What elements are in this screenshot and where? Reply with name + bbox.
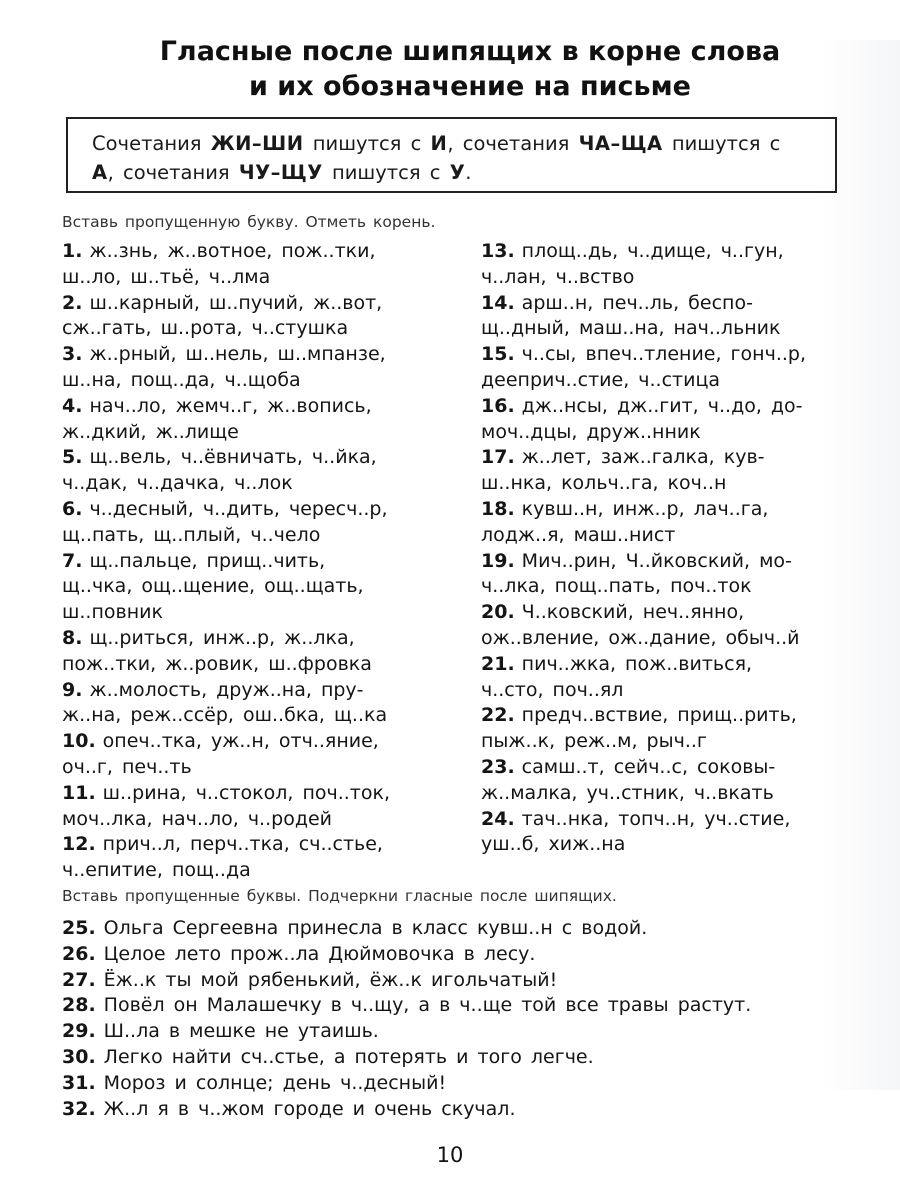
- item-text: ш..карный, ш..пучий, ж..вот,: [89, 291, 383, 314]
- item-number: 16.: [481, 394, 515, 417]
- item-text: ч..сто, поч..ял: [481, 678, 624, 701]
- item-text: щ..пать, щ..плый, ч..чело: [62, 523, 321, 546]
- item-number: 22.: [481, 704, 515, 727]
- item-number: 6.: [62, 497, 83, 520]
- item-text: щ..дный, маш..на, нач..льник: [481, 317, 781, 340]
- item-text: ч..епитие, пощ..да: [62, 859, 251, 882]
- item-number: 13.: [481, 240, 515, 262]
- item-number: 7.: [62, 549, 83, 572]
- exercise-item: [481, 291, 861, 343]
- exercise-item: [481, 445, 861, 497]
- item-number: 19.: [481, 549, 515, 572]
- rule-highlight: У: [449, 161, 466, 184]
- item-text: оч..г, печ..ть: [62, 755, 192, 778]
- title-line-1: Гласные после шипящих в корне слова: [159, 36, 781, 67]
- exercise-item-line: [62, 316, 452, 342]
- exercise-item-line: [62, 368, 452, 394]
- exercise-item: [62, 342, 452, 394]
- exercise-item: [481, 600, 861, 652]
- item-text: ж..молость, друж..на, пру-: [89, 678, 364, 701]
- sentence-item: [62, 1045, 862, 1071]
- exercise-2-instruction: Вставь пропущенные буквы. Подчеркни гласные после шипящих.: [62, 887, 617, 905]
- exercise-item-line: [62, 729, 452, 755]
- item-text: кувш..н, инж..р, лач..га,: [521, 497, 769, 520]
- item-number: 17.: [481, 446, 515, 469]
- sentence-item: [62, 1097, 862, 1123]
- item-number: 10.: [62, 730, 96, 753]
- exercise-item-line: [481, 678, 861, 704]
- exercise-item-line: [481, 368, 861, 394]
- exercise-item-line: [62, 652, 452, 678]
- item-number: 14.: [481, 291, 515, 314]
- exercise-item-line: [481, 523, 861, 549]
- item-number: 24.: [481, 807, 515, 830]
- exercise-item-line: [481, 755, 861, 781]
- item-number: 25.: [62, 917, 96, 939]
- rule-text: .: [465, 161, 472, 184]
- item-text: щ..чка, ощ..щение, ощ..щать,: [62, 575, 364, 598]
- exercise-item-line: [62, 678, 452, 704]
- rule-text: Сочетания: [92, 132, 211, 155]
- item-text: ш..нка, кольч..га, коч..н: [481, 472, 727, 495]
- item-number: 9.: [62, 678, 83, 701]
- sentence-text: Легко найти сч..стье, а потерять и того легче.: [103, 1045, 594, 1068]
- exercise-item-line: [481, 291, 861, 317]
- sentence-text: Ш..ла в мешке не утаишь.: [103, 1020, 379, 1043]
- exercise-item: [62, 781, 452, 833]
- exercise-item-line: [481, 394, 861, 420]
- item-text: пыж..к, реж..м, рыч..г: [481, 730, 707, 753]
- item-text: площ..дь, ч..дище, ч..гун,: [521, 240, 784, 262]
- item-text: ж..знь, ж..вотное, пож..тки,: [89, 240, 376, 262]
- exercise-item: [481, 394, 861, 446]
- exercise-item: [62, 549, 452, 626]
- page-number: 10: [436, 1143, 464, 1167]
- item-text: Мич..рин, Ч..йковский, мо-: [521, 549, 792, 572]
- item-number: 29.: [62, 1020, 96, 1043]
- item-number: 31.: [62, 1071, 96, 1094]
- exercise-column-right: [481, 239, 861, 858]
- exercise-item-line: [481, 781, 861, 807]
- exercise-item-line: [481, 316, 861, 342]
- exercise-item-line: [481, 574, 861, 600]
- item-text: ч..лка, пощ..пать, поч..ток: [481, 575, 752, 598]
- exercise-item: [481, 807, 861, 859]
- sentence-text: Ольга Сергеевна принесла в класс кувш..н с водой.: [103, 917, 648, 939]
- item-number: 4.: [62, 394, 83, 417]
- exercise-column-left: [62, 239, 452, 884]
- rule-highlight: И: [430, 132, 448, 155]
- rule-highlight: А: [92, 161, 108, 184]
- title-line-2: и их обозначение на письме: [248, 71, 691, 102]
- exercise-item: [62, 729, 452, 781]
- item-text: ож..вление, ож..дание, обыч..й: [481, 626, 800, 649]
- exercise-item-line: [62, 626, 452, 652]
- item-text: пич..жка, пож..виться,: [521, 652, 753, 675]
- item-number: 20.: [481, 601, 515, 624]
- exercise-item: [62, 239, 452, 291]
- rule-text: , сочетания: [107, 161, 239, 184]
- sentence-item: [62, 916, 862, 942]
- item-number: 12.: [62, 833, 96, 856]
- exercise-1-instruction: Вставь пропущенную букву. Отметь корень.: [62, 213, 436, 231]
- exercise-item-line: [481, 420, 861, 446]
- rule-text: пишутся с: [322, 161, 450, 184]
- item-text: щ..вель, ч..ёвничать, ч..йка,: [89, 446, 377, 469]
- rule-box: [66, 117, 837, 193]
- exercise-item-line: [62, 420, 452, 446]
- item-text: прич..л, перч..тка, сч..стье,: [102, 833, 383, 856]
- item-text: ж..дкий, ж..лище: [62, 420, 239, 443]
- sentence-text: Целое лето прож..ла Дюймовочка в лесу.: [103, 942, 536, 965]
- exercise-item-line: [62, 858, 452, 884]
- sentence-text: Ж..л я в ч..жом городе и очень скучал.: [103, 1097, 516, 1120]
- item-number: 8.: [62, 626, 83, 649]
- item-text: дееприч..стие, ч..стица: [481, 368, 721, 391]
- item-text: щ..пальце, прищ..чить,: [89, 549, 326, 572]
- item-number: 21.: [481, 652, 515, 675]
- page-title: [100, 34, 840, 104]
- exercise-item-line: [62, 703, 452, 729]
- sentence-item: [62, 993, 862, 1019]
- exercise-2-sentences: [62, 916, 862, 1122]
- item-text: уш..б, хиж..на: [481, 833, 626, 856]
- rule-highlight: ЖИ–ШИ: [210, 132, 304, 155]
- item-text: Ч..ковский, неч..янно,: [521, 601, 745, 624]
- exercise-item-line: [62, 471, 452, 497]
- exercise-item-line: [481, 652, 861, 678]
- exercise-item-line: [62, 574, 452, 600]
- exercise-item-line: [481, 239, 861, 265]
- item-number: 1.: [62, 240, 83, 262]
- item-text: моч..лка, нач..ло, ч..родей: [62, 807, 332, 830]
- item-number: 27.: [62, 968, 96, 991]
- item-number: 30.: [62, 1045, 96, 1068]
- item-number: 28.: [62, 994, 96, 1017]
- exercise-item-line: [62, 497, 452, 523]
- sentence-text: Повёл он Малашечку в ч..щу, а в ч..ще той все травы растут.: [103, 994, 752, 1017]
- exercise-item-line: [62, 239, 452, 265]
- exercise-item: [481, 652, 861, 704]
- item-number: 26.: [62, 942, 96, 965]
- exercise-item-line: [481, 471, 861, 497]
- exercise-item-line: [62, 807, 452, 833]
- item-number: 23.: [481, 755, 515, 778]
- exercise-item-line: [62, 342, 452, 368]
- exercise-item-line: [481, 497, 861, 523]
- exercise-item: [481, 549, 861, 601]
- exercise-item-line: [481, 626, 861, 652]
- exercise-item: [62, 626, 452, 678]
- item-number: 15.: [481, 343, 515, 366]
- exercise-item-line: [481, 807, 861, 833]
- exercise-item: [62, 291, 452, 343]
- rule-highlight: ЧУ–ЩУ: [238, 161, 323, 184]
- exercise-item-line: [62, 265, 452, 291]
- item-text: арш..н, печ..ль, беспо-: [521, 291, 753, 314]
- rule-highlight: ЧА–ЩА: [578, 132, 663, 155]
- exercise-item-line: [481, 703, 861, 729]
- item-text: ш..рина, ч..стокол, поч..ток,: [102, 781, 391, 804]
- sentence-item: [62, 1071, 862, 1097]
- rule-text: , сочетания: [447, 132, 579, 155]
- exercise-item-line: [481, 549, 861, 575]
- item-text: ж..малка, уч..стник, ч..вкать: [481, 781, 774, 804]
- exercise-item-line: [62, 291, 452, 317]
- sentence-text: Мороз и солнце; день ч..десный!: [103, 1071, 447, 1094]
- exercise-item-line: [481, 832, 861, 858]
- item-text: ш..ло, ш..тьё, ч..лма: [62, 265, 271, 288]
- item-text: сж..гать, ш..рота, ч..стушка: [62, 317, 349, 340]
- item-text: лодж..я, маш..нист: [481, 523, 676, 546]
- exercise-item: [62, 394, 452, 446]
- item-number: 5.: [62, 446, 83, 469]
- item-text: ж..рный, ш..нель, ш..мпанзе,: [89, 343, 386, 366]
- exercise-item: [62, 678, 452, 730]
- sentence-item: [62, 968, 862, 994]
- exercise-item-line: [481, 342, 861, 368]
- item-text: самш..т, сейч..с, соковы-: [521, 755, 776, 778]
- exercise-item: [481, 239, 861, 291]
- exercise-item-line: [62, 445, 452, 471]
- item-text: ж..лет, заж..галка, кув-: [521, 446, 765, 469]
- item-text: предч..вствие, прищ..рить,: [521, 704, 797, 727]
- exercise-item: [62, 445, 452, 497]
- exercise-item-line: [481, 265, 861, 291]
- exercise-item-line: [62, 523, 452, 549]
- item-text: ч..лан, ч..вство: [481, 265, 635, 288]
- item-text: тач..нка, топч..н, уч..стие,: [521, 807, 791, 830]
- item-number: 18.: [481, 497, 515, 520]
- item-text: ч..сы, впеч..тление, гонч..р,: [521, 343, 806, 366]
- exercise-item-line: [62, 394, 452, 420]
- exercise-item: [62, 832, 452, 884]
- sentence-item: [62, 942, 862, 968]
- item-text: щ..риться, инж..р, ж..лка,: [89, 626, 355, 649]
- exercise-item-line: [62, 600, 452, 626]
- item-text: дж..нсы, дж..гит, ч..до, до-: [521, 394, 803, 417]
- exercise-item-line: [481, 600, 861, 626]
- exercise-item-line: [62, 781, 452, 807]
- item-text: ж..на, реж..ссёр, ош..бка, щ..ка: [62, 704, 388, 727]
- item-text: нач..ло, жемч..г, ж..вопись,: [89, 394, 372, 417]
- item-text: опеч..тка, уж..н, отч..яние,: [102, 730, 379, 753]
- exercise-item-line: [481, 445, 861, 471]
- item-number: 11.: [62, 781, 96, 804]
- exercise-item-line: [481, 729, 861, 755]
- item-text: ч..дак, ч..дачка, ч..лок: [62, 472, 293, 495]
- exercise-item: [481, 703, 861, 755]
- exercise-item-line: [62, 549, 452, 575]
- item-text: ш..повник: [62, 601, 163, 624]
- item-text: пож..тки, ж..ровик, ш..фровка: [62, 652, 372, 675]
- sentence-text: Ёж..к ты мой рябенький, ёж..к игольчатый!: [103, 968, 558, 991]
- item-text: ш..на, пощ..да, ч..щоба: [62, 368, 301, 391]
- exercise-item: [481, 755, 861, 807]
- item-text: ч..десный, ч..дить, чересч..р,: [89, 497, 388, 520]
- exercise-item-line: [62, 755, 452, 781]
- exercise-item-line: [62, 832, 452, 858]
- exercise-item: [62, 497, 452, 549]
- exercise-item: [481, 342, 861, 394]
- sentence-item: [62, 1019, 862, 1045]
- item-text: моч..дцы, друж..нник: [481, 420, 701, 443]
- rule-text: пишутся с: [303, 132, 431, 155]
- rule-text: пишутся с: [662, 132, 781, 155]
- item-number: 32.: [62, 1097, 96, 1120]
- exercise-item: [481, 497, 861, 549]
- item-number: 2.: [62, 291, 83, 314]
- item-number: 3.: [62, 343, 83, 366]
